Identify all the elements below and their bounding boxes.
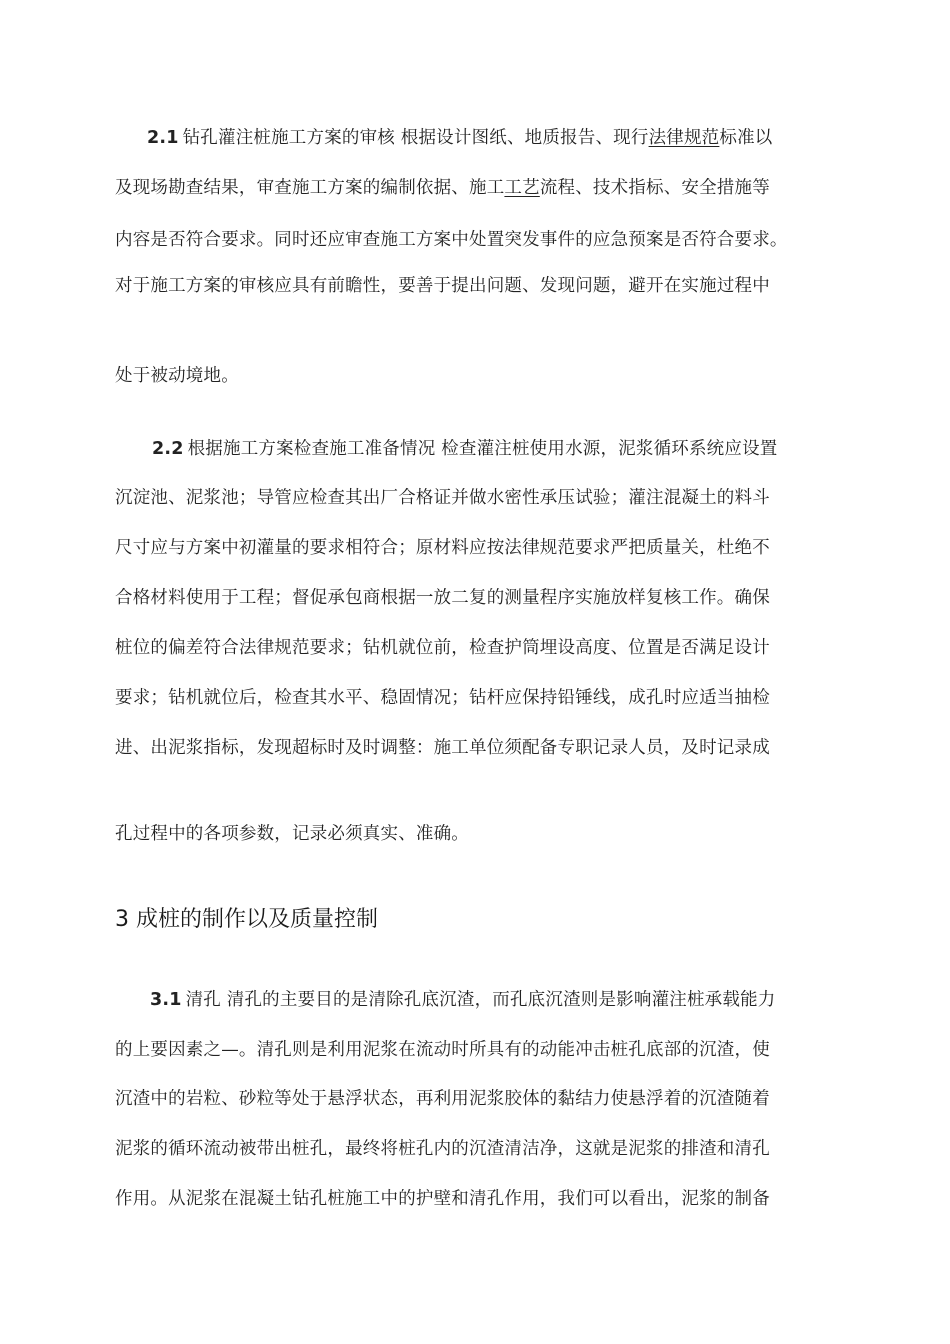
text-run: 根据施工方案检查施工准备情况 检查灌注桩使用水源，泥浆循环系统应设置 bbox=[187, 439, 778, 459]
section-number-3-1: 3.1 bbox=[150, 990, 182, 1010]
paragraph-2-2-line-3: 尺寸应与方案中初灌量的要求相符合；原材料应按法律规范要求严把质量关，杜绝不 bbox=[115, 538, 770, 558]
underlined-term-legal-norms: 法律规范 bbox=[648, 128, 720, 148]
paragraph-2-1-line-1 bbox=[147, 126, 773, 150]
paragraph-2-2-line-4: 合格材料使用于工程；督促承包商根据一放二复的测量程序实施放样复核工作。确保 bbox=[115, 588, 770, 608]
paragraph-2-2-line-6: 要求；钻机就位后，检查其水平、稳固情况；钻杆应保持铅锤线，成孔时应适当抽检 bbox=[115, 688, 770, 708]
section-heading-3: 3 成桩的制作以及质量控制 bbox=[115, 907, 378, 932]
text-run: 流程、技术指标、安全措施等 bbox=[539, 178, 770, 198]
paragraph-2-2-line-1 bbox=[152, 437, 777, 461]
paragraph-2-1-line-4: 对于施工方案的审核应具有前瞻性，要善于提出问题、发现问题，避开在实施过程中 bbox=[115, 276, 770, 296]
paragraph-2-2-line-8: 孔过程中的各项参数，记录必须真实、准确。 bbox=[115, 824, 469, 844]
paragraph-2-1-line-2 bbox=[115, 176, 770, 200]
paragraph-3-1-line-2: 的上要因素之—。清孔则是利用泥浆在流动时所具有的动能冲击桩孔底部的沉渣，使 bbox=[115, 1040, 770, 1060]
paragraph-2-1-line-3: 内容是否符合要求。同时还应审查施工方案中处置突发事件的应急预案是否符合要求。 bbox=[115, 230, 788, 250]
section-number-2-2: 2.2 bbox=[152, 439, 184, 459]
paragraph-2-2-line-7: 进、出泥浆指标，发现超标时及时调整：施工单位须配备专职记录人员，及时记录成 bbox=[115, 738, 770, 758]
underlined-term-process: 工艺 bbox=[504, 178, 540, 198]
paragraph-3-1-line-5: 作用。从泥浆在混凝土钻孔桩施工中的护壁和清孔作用，我们可以看出，泥浆的制备 bbox=[115, 1189, 770, 1209]
paragraph-3-1-line-1 bbox=[150, 988, 775, 1012]
text-run: 标准以 bbox=[719, 128, 773, 148]
paragraph-3-1-line-4: 泥浆的循环流动被带出桩孔，最终将桩孔内的沉渣清洁净，这就是泥浆的排渣和清孔 bbox=[115, 1139, 770, 1159]
paragraph-2-2-line-5: 桩位的偏差符合法律规范要求；钻机就位前，检查护筒埋设高度、位置是否满足设计 bbox=[115, 638, 770, 658]
text-run: 清孔 清孔的主要目的是清除孔底沉渣，而孔底沉渣则是影响灌注桩承载能力 bbox=[185, 990, 776, 1010]
text-run: 及现场勘查结果，审查施工方案的编制依据、施工 bbox=[115, 178, 505, 198]
text-run: 钻孔灌注桩施工方案的审核 根据设计图纸、地质报告、现行 bbox=[182, 128, 649, 148]
paragraph-2-1-line-5: 处于被动境地。 bbox=[115, 366, 239, 386]
paragraph-2-2-line-2: 沉淀池、泥浆池；导管应检查其出厂合格证并做水密性承压试验；灌注混凝土的料斗 bbox=[115, 488, 770, 508]
paragraph-3-1-line-3: 沉渣中的岩粒、砂粒等处于悬浮状态，再利用泥浆胶体的黏结力使悬浮着的沉渣随着 bbox=[115, 1089, 770, 1109]
section-number-2-1: 2.1 bbox=[147, 128, 179, 148]
